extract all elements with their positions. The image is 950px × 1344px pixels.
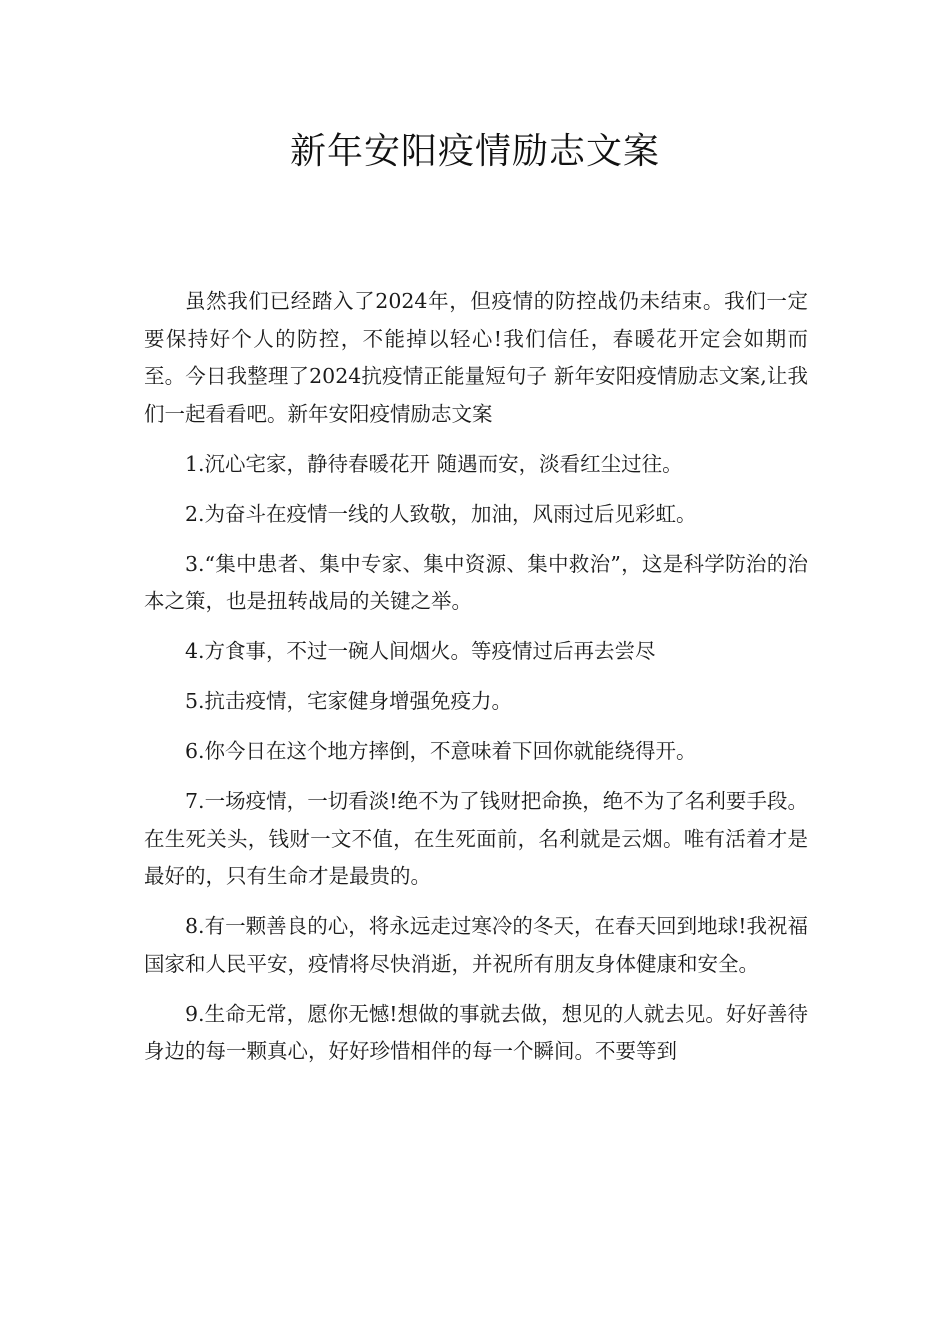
- paragraph-item-8: 8.有一颗善良的心，将永远走过寒冷的冬天，在春天回到地球!我祝福国家和人民平安，疫情将尽快消逝，并祝所有朋友身体健康和安全。: [144, 914, 808, 976]
- document-body: [144, 283, 808, 1083]
- paragraph-item-4: 4.方食事，不过一碗人间烟火。等疫情过后再去尝尽: [185, 639, 656, 663]
- paragraph-item-7: 7.一场疫情，一切看淡!绝不为了钱财把命换，绝不为了名利要手段。在生死关头，钱财一文不值，在生死面前，名利就是云烟。唯有活着才是最好的，只有生命才是最贵的。: [144, 789, 808, 888]
- paragraph-item-3: 3.“集中患者、集中专家、集中资源、集中救治”，这是科学防治的治本之策，也是扭转战局的关键之举。: [144, 551, 808, 613]
- paragraph-intro: 虽然我们已经踏入了2024年，但疫情的防控战仍未结束。我们一定要保持好个人的防控，不能掉以轻心!我们信任，春暖花开定会如期而至。今日我整理了2024抗疫情正能量短句子 新年安阳疫情励志文案,让我们一起看看吧。新年安阳疫情励志文案: [144, 289, 808, 426]
- paragraph-item-1: 1.沉心宅家，静待春暖花开 随遇而安，淡看红尘过往。: [185, 451, 683, 476]
- paragraph-item-9: 9.生命无常，愿你无憾!想做的事就去做，想见的人就去见。好好善待身边的每一颗真心，好好珍惜相伴的每一个瞬间。不要等到: [144, 1001, 808, 1063]
- paragraph-item-6: 6.你今日在这个地方摔倒，不意味着下回你就能绕得开。: [185, 739, 697, 763]
- paragraph-item-5: 5.抗击疫情，宅家健身增强免疫力。: [185, 689, 513, 713]
- paragraph-item-2: 2.为奋斗在疫情一线的人致敬，加油，风雨过后见彩虹。: [185, 501, 697, 526]
- page-title: 新年安阳疫情励志文案: [289, 131, 660, 172]
